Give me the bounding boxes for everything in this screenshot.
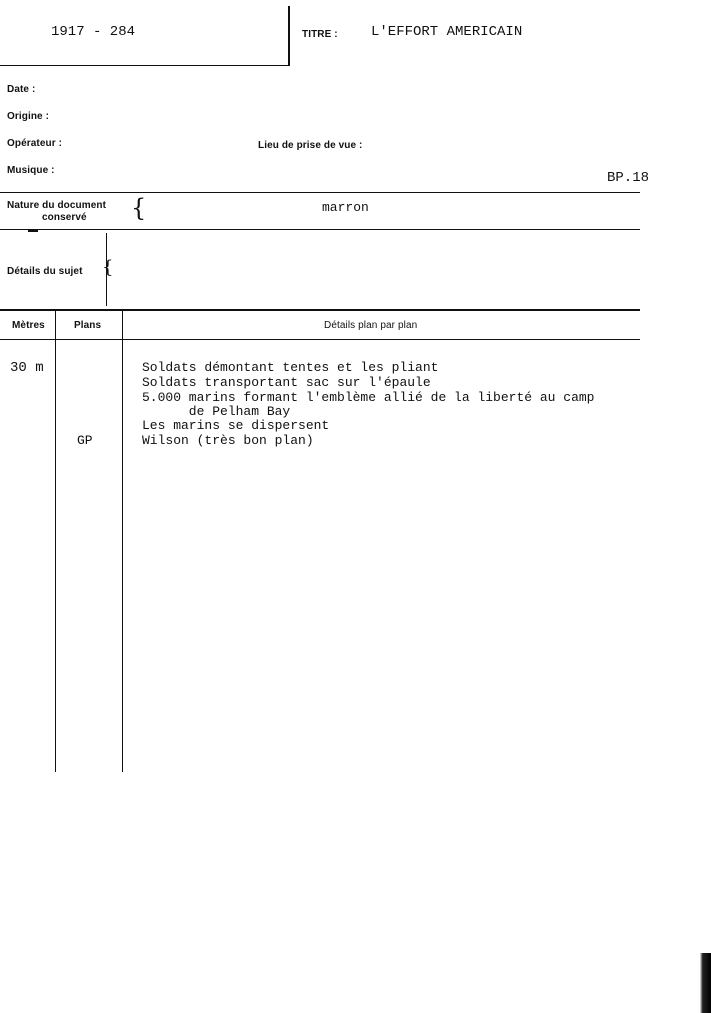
header-box-right-border (288, 6, 290, 66)
music-label: Musique : (7, 165, 55, 176)
nature-top-rule (0, 192, 640, 193)
subject-brace: { (102, 257, 114, 278)
nature-bottom-rule (0, 229, 640, 230)
nature-tick-mark (28, 229, 38, 232)
table-column-divider-2 (122, 311, 123, 772)
nature-brace: { (131, 194, 147, 222)
shot-details (142, 360, 594, 448)
date-label: Date : (7, 84, 36, 95)
nature-value: marron (322, 200, 369, 215)
shot-detail-line: Wilson (très bon plan) (142, 433, 314, 448)
origin-label: Origine : (7, 111, 50, 122)
subject-label: Détails du sujet (7, 266, 83, 277)
table-column-divider-1 (55, 311, 56, 772)
nature-label-line1: Nature du document (7, 200, 107, 211)
header-plans: Plans (74, 320, 102, 331)
page-edge-shadow (697, 953, 711, 1013)
title-label: TITRE : (302, 29, 338, 40)
nature-label-line2: conservé (42, 212, 87, 223)
plans-value: GP (77, 433, 93, 448)
document-reference: 1917 - 284 (51, 24, 136, 40)
table-top-rule (0, 309, 640, 311)
header-metres: Mètres (12, 320, 45, 331)
shot-detail-line: 5.000 marins formant l'emblème allié de la liberté au camp (142, 390, 595, 405)
metres-value: 30 m (10, 360, 44, 376)
shot-detail-line: Soldats démontant tentes et les pliant (142, 360, 439, 375)
operator-label: Opérateur : (7, 138, 63, 149)
shot-detail-line: Les marins se dispersent (142, 418, 330, 433)
document-title: L'EFFORT AMERICAIN (371, 24, 523, 40)
shot-detail-line: Soldats transportant sac sur l'épaule (142, 375, 431, 390)
shot-detail-line: de Pelham Bay (142, 404, 291, 419)
location-label: Lieu de prise de vue : (258, 140, 363, 151)
table-header-rule (0, 339, 640, 340)
header-details: Détails plan par plan (324, 320, 418, 331)
archive-code: BP.18 (607, 170, 650, 186)
header-box-bottom-border (0, 65, 290, 66)
